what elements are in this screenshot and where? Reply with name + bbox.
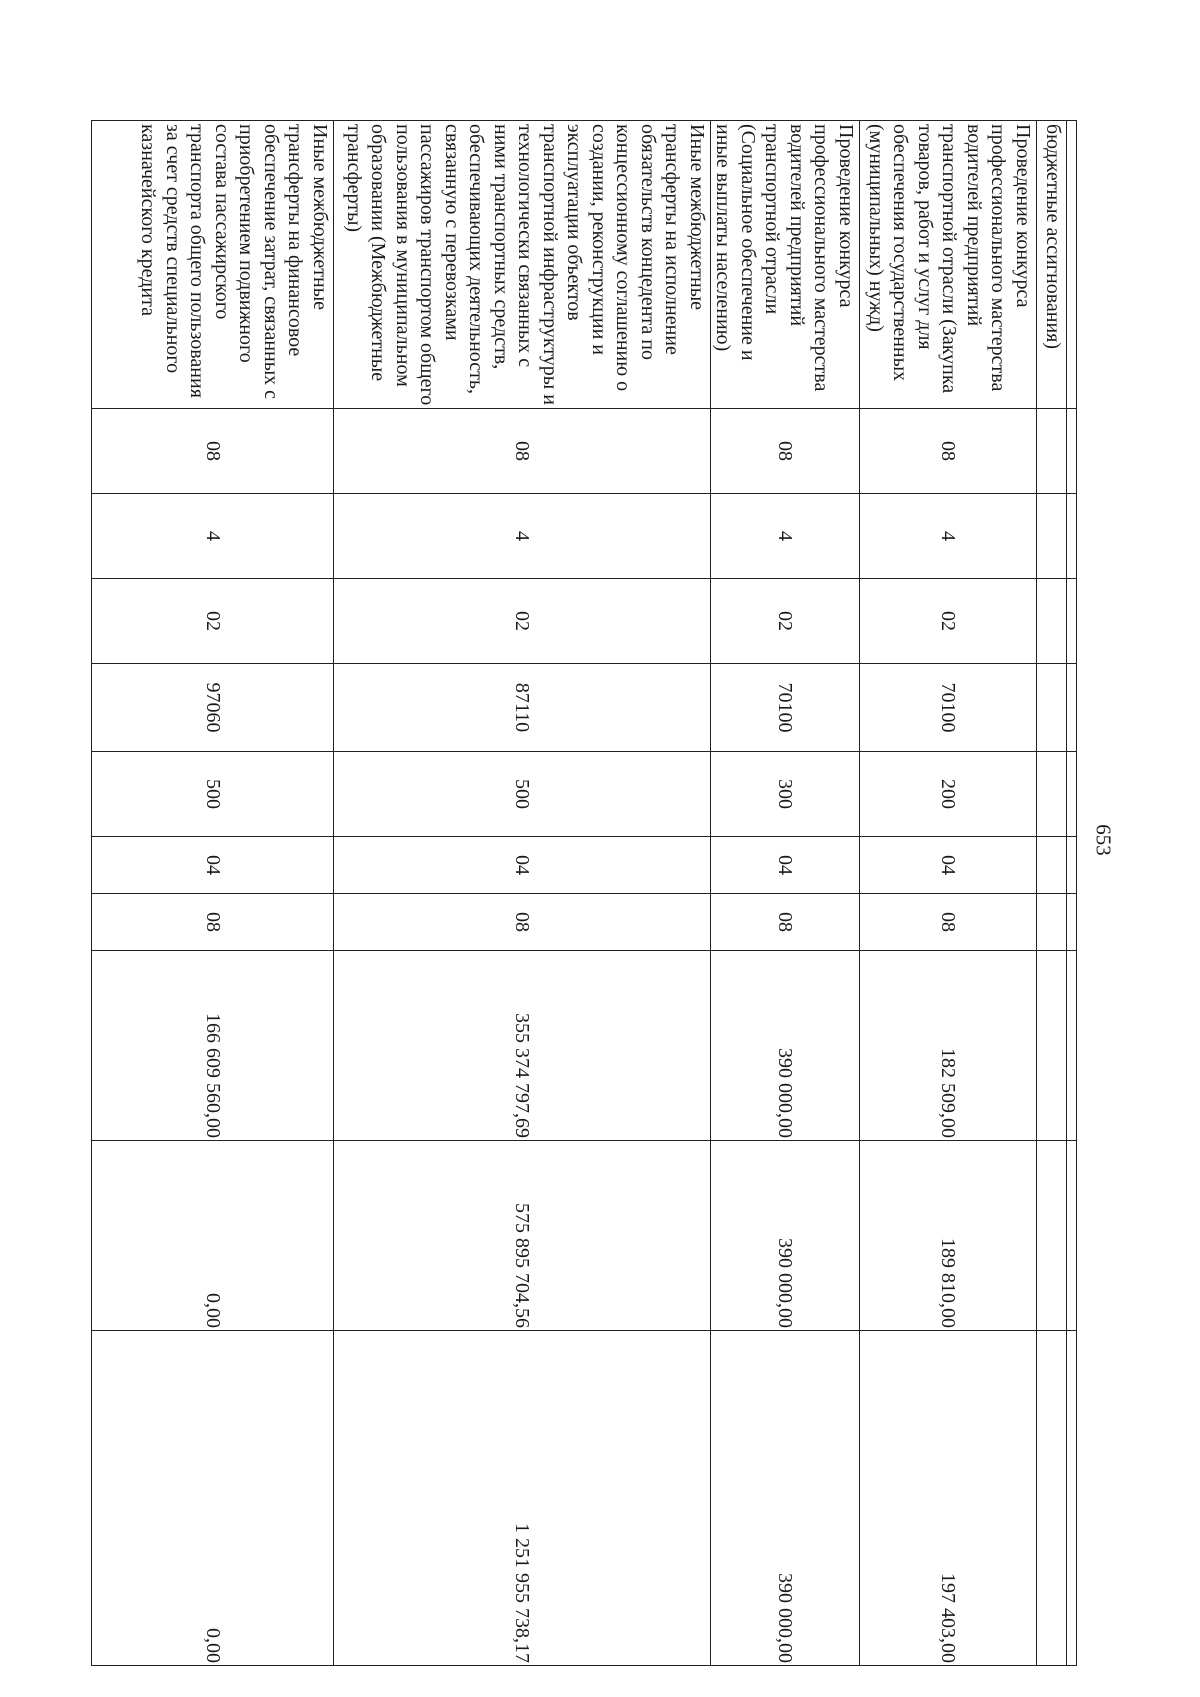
table-row <box>860 121 1037 1666</box>
table-row <box>711 121 860 1666</box>
row-col6 <box>1037 837 1067 894</box>
row-section: 4 <box>92 494 334 579</box>
row-amount-2: 189 810,00 <box>860 1141 1037 1331</box>
page-number: 653 <box>1091 824 1116 856</box>
row-name: бюджетные ассигнования) <box>1037 121 1067 409</box>
row-amount-3: 197 403,00 <box>860 1331 1037 1666</box>
row-amount-3 <box>1037 1331 1067 1666</box>
table-row <box>92 121 334 1666</box>
row-subsection: 02 <box>92 579 334 664</box>
row-subsection <box>1037 579 1067 664</box>
row-section <box>1037 494 1067 579</box>
row-subsection: 02 <box>711 579 860 664</box>
row-amount-1: 355 374 797,69 <box>334 951 711 1141</box>
row-col7: 08 <box>334 894 711 951</box>
row-target <box>1037 664 1067 752</box>
row-name: Проведение конкурса профессионального мастерства водителей предприятий транспортной отрасли (Социальное обеспечение и иные выплаты населению) <box>711 121 860 409</box>
row-subsection: 02 <box>860 579 1037 664</box>
table-row <box>334 121 711 1666</box>
row-expense-type <box>1037 752 1067 837</box>
row-col7 <box>1037 894 1067 951</box>
row-col6: 04 <box>711 837 860 894</box>
row-amount-1 <box>1037 951 1067 1141</box>
budget-table <box>91 120 1077 1666</box>
table-row <box>1037 121 1067 1666</box>
row-expense-type: 500 <box>334 752 711 837</box>
row-amount-1: 390 000,00 <box>711 951 860 1141</box>
budget-table-rotated <box>122 120 1200 1663</box>
row-col6: 04 <box>334 837 711 894</box>
row-col7: 08 <box>711 894 860 951</box>
row-amount-3: 1 251 955 738,17 <box>334 1331 711 1666</box>
row-chapter: 08 <box>711 409 860 494</box>
row-name: Иные межбюджетные трансферты на исполнение обязательств концедента по концессионному соглашению о создании, реконструкции и эксплуатации объектов транспортной инфраструктуры и технологически связанных с ними транспортных средств, обеспечивающих деятельность, связанную с перевозками пассажиров транспортом общего пользования в муниципальном образовании (Межбюджетные трансферты) <box>334 121 711 409</box>
row-target: 70100 <box>860 664 1037 752</box>
row-subsection: 02 <box>334 579 711 664</box>
row-col7: 08 <box>860 894 1037 951</box>
row-section: 4 <box>334 494 711 579</box>
row-chapter <box>1037 409 1067 494</box>
row-amount-3: 390 000,00 <box>711 1331 860 1666</box>
row-amount-2: 0,00 <box>92 1141 334 1331</box>
row-name: Проведение конкурса профессионального мастерства водителей предприятий транспортной отрасли (Закупка товаров, работ и услуг для обеспечения государственных (муниципальных) нужд) <box>860 121 1037 409</box>
row-amount-1: 182 509,00 <box>860 951 1037 1141</box>
row-amount-1: 166 609 560,00 <box>92 951 334 1141</box>
row-target: 97060 <box>92 664 334 752</box>
row-chapter: 08 <box>92 409 334 494</box>
row-col7: 08 <box>92 894 334 951</box>
row-amount-3: 0,00 <box>92 1331 334 1666</box>
row-section: 4 <box>860 494 1037 579</box>
row-expense-type: 300 <box>711 752 860 837</box>
row-section: 4 <box>711 494 860 579</box>
row-amount-2: 575 895 704,56 <box>334 1141 711 1331</box>
row-col6: 04 <box>92 837 334 894</box>
row-amount-2: 390 000,00 <box>711 1141 860 1331</box>
row-expense-type: 500 <box>92 752 334 837</box>
row-name: Иные межбюджетные трансферты на финансовое обеспечение затрат, связанных с приобретением подвижного состава пассажирского транспорта общего пользования за счет средств специального казначейского кредита <box>92 121 334 409</box>
table-top-strip <box>1067 121 1077 1666</box>
row-amount-2 <box>1037 1141 1067 1331</box>
row-chapter: 08 <box>860 409 1037 494</box>
row-chapter: 08 <box>334 409 711 494</box>
row-col6: 04 <box>860 837 1037 894</box>
row-target: 70100 <box>711 664 860 752</box>
row-target: 87110 <box>334 664 711 752</box>
row-expense-type: 200 <box>860 752 1037 837</box>
